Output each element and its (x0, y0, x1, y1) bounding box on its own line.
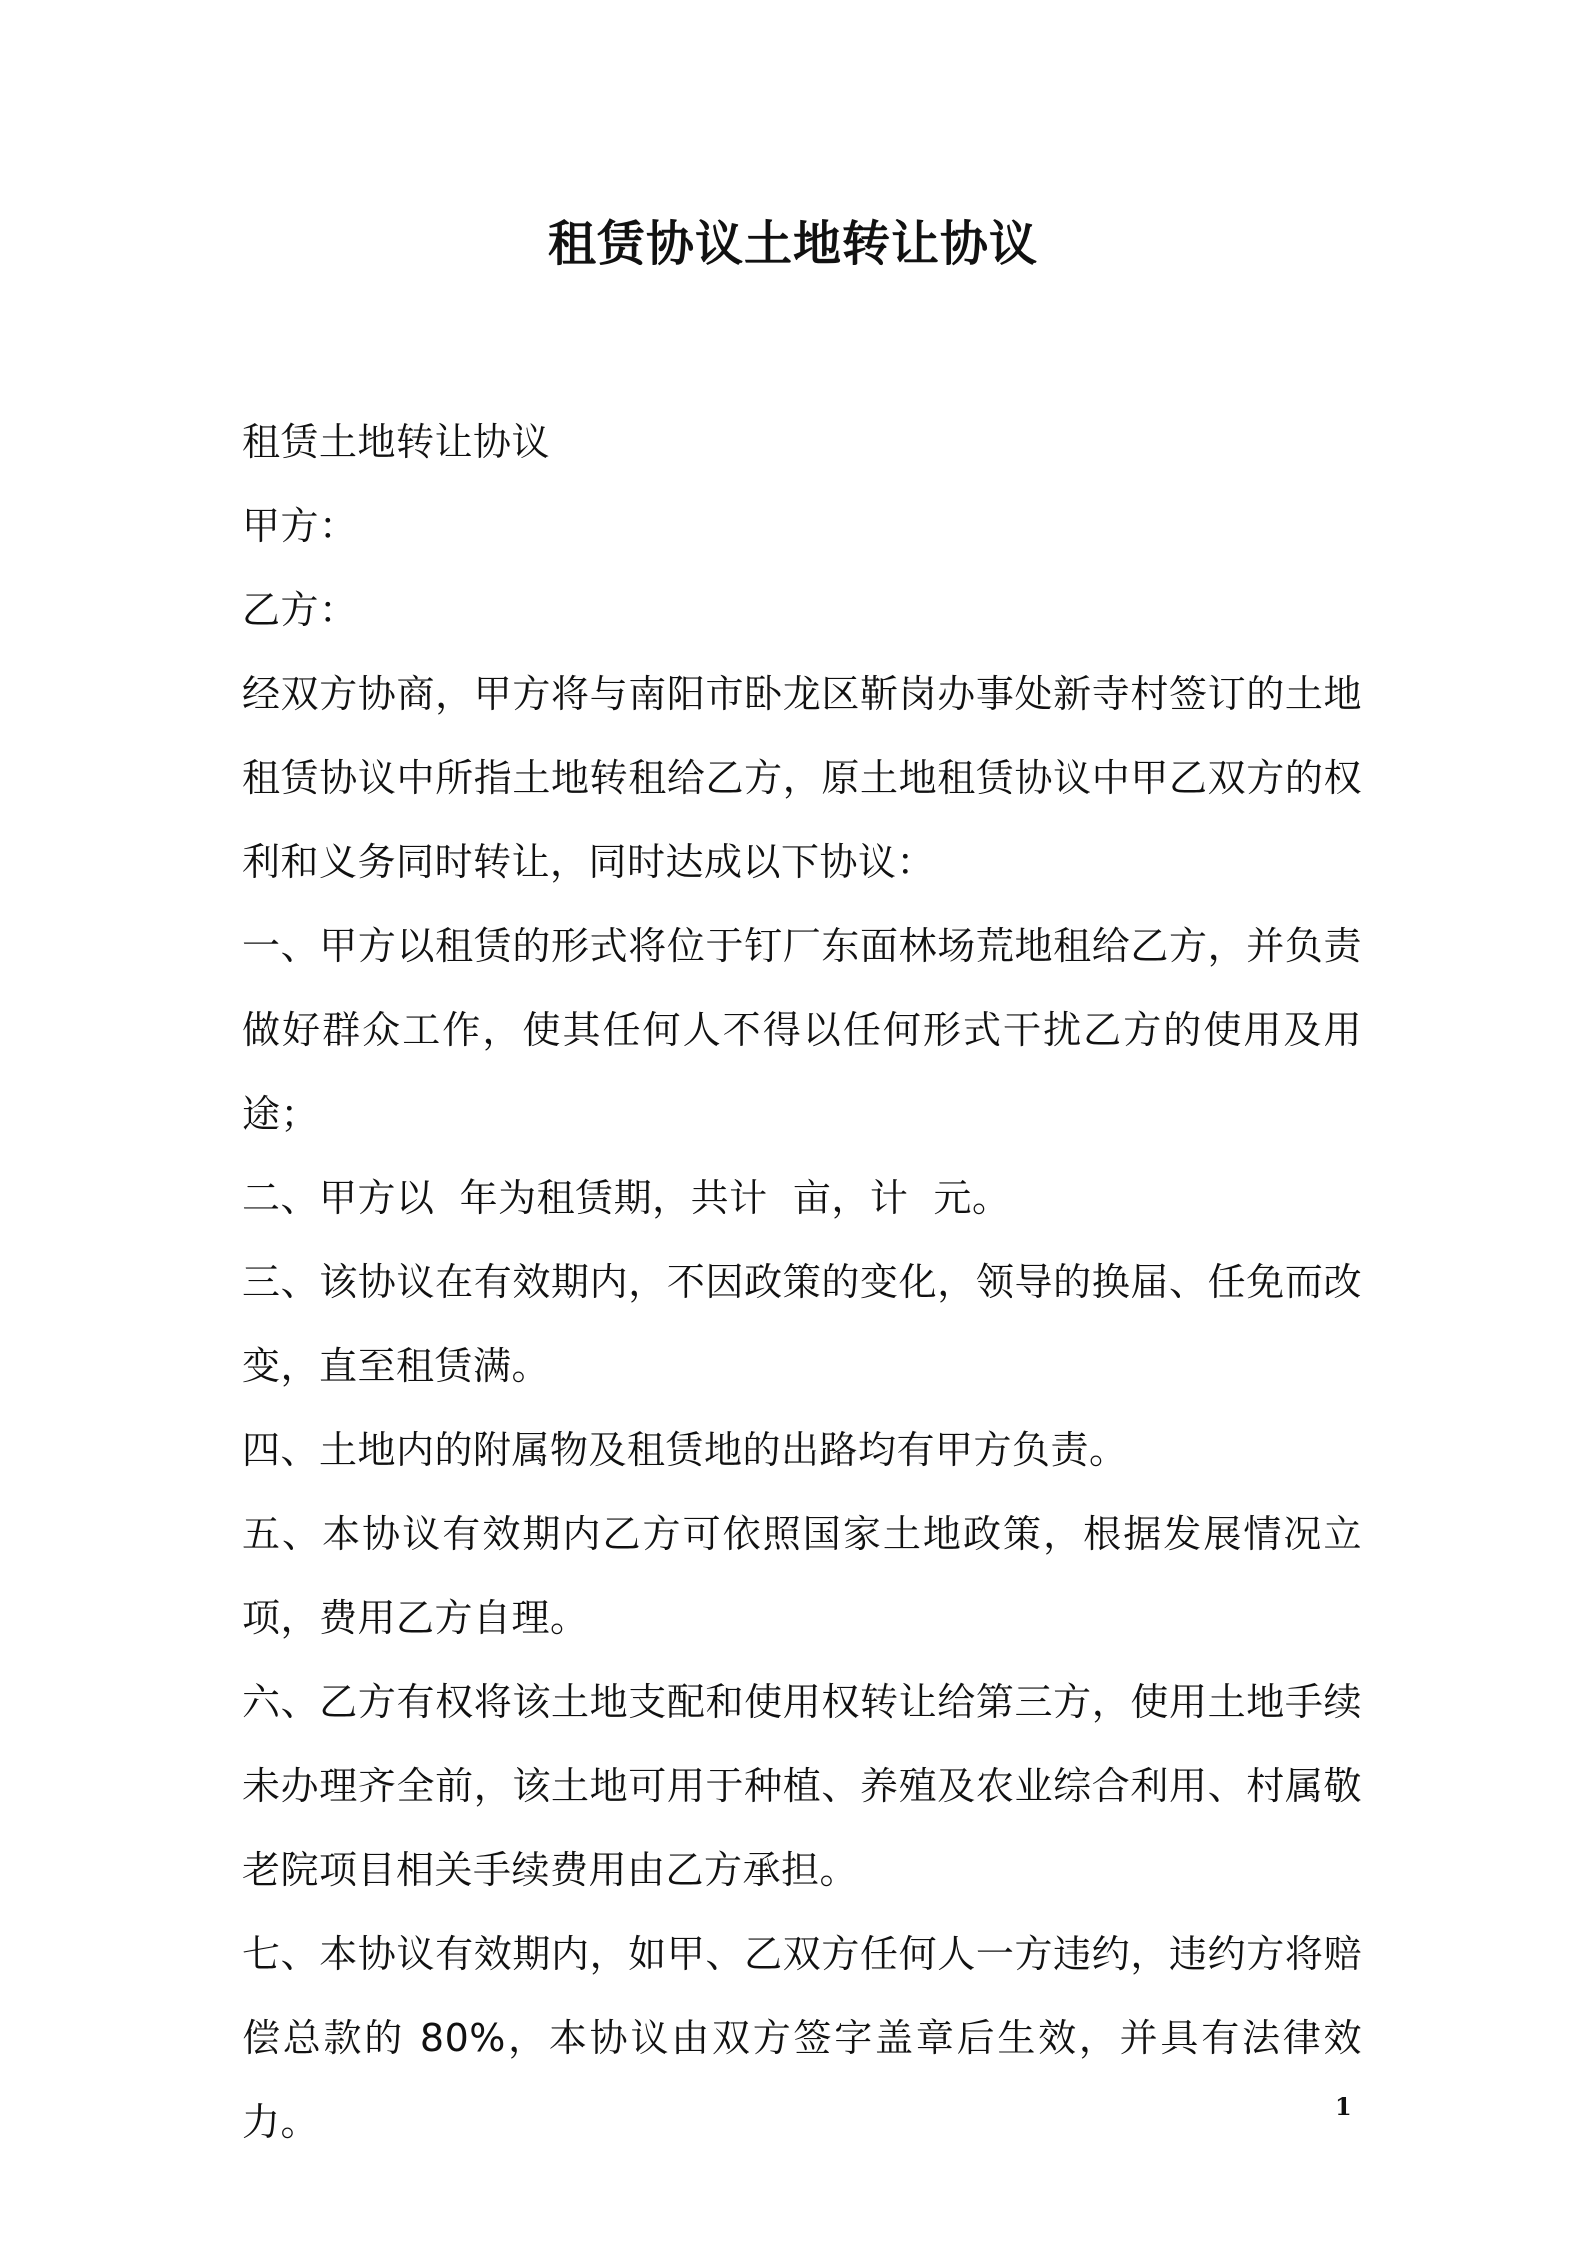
paragraph-party-b: 乙方： (242, 588, 358, 632)
paragraph-preamble: 经双方协商，甲方将与南阳市卧龙区靳岗办事处新寺村签订的土地租赁协议中所指土地转租给乙方，原土地租赁协议中甲乙双方的权利和义务同时转让，同时达成以下协议： (242, 672, 1362, 884)
paragraph-clause-6: 六、乙方有权将该土地支配和使用权转让给第三方，使用土地手续未办理齐全前，该土地可用于种植、养殖及农业综合利用、村属敬老院项目相关手续费用由乙方承担。 (242, 1680, 1362, 1892)
document-title: 租赁协议土地转让协议 (547, 216, 1038, 272)
paragraph-clause-5: 五、本协议有效期内乙方可依照国家土地政策，根据发展情况立项，费用乙方自理。 (242, 1512, 1362, 1640)
paragraph-clause-3: 三、该协议在有效期内，不因政策的变化，领导的换届、任免而改变，直至租赁满。 (242, 1260, 1362, 1388)
page-number: 1 (1335, 2092, 1352, 2121)
paragraph-clause-4: 四、土地内的附属物及租赁地的出路均有甲方负责。 (242, 1428, 1128, 1472)
document-body (242, 400, 1362, 2164)
paragraph-clause-7: 七、本协议有效期内，如甲、乙双方任何人一方违约，违约方将赔偿总款的 80%，本协议由双方签字盖章后生效，并具有法律效力。 (242, 1932, 1362, 2144)
paragraph-party-a: 甲方： (242, 504, 358, 548)
paragraph-clause-1: 一、甲方以租赁的形式将位于钉厂东面林场荒地租给乙方，并负责做好群众工作，使其任何人不得以任何形式干扰乙方的使用及用途； (242, 924, 1362, 1136)
paragraph-heading: 租赁土地转让协议 (242, 420, 551, 464)
paragraph-clause-2: 二、甲方以 年为租赁期，共计 亩，计 元。 (242, 1176, 1011, 1220)
